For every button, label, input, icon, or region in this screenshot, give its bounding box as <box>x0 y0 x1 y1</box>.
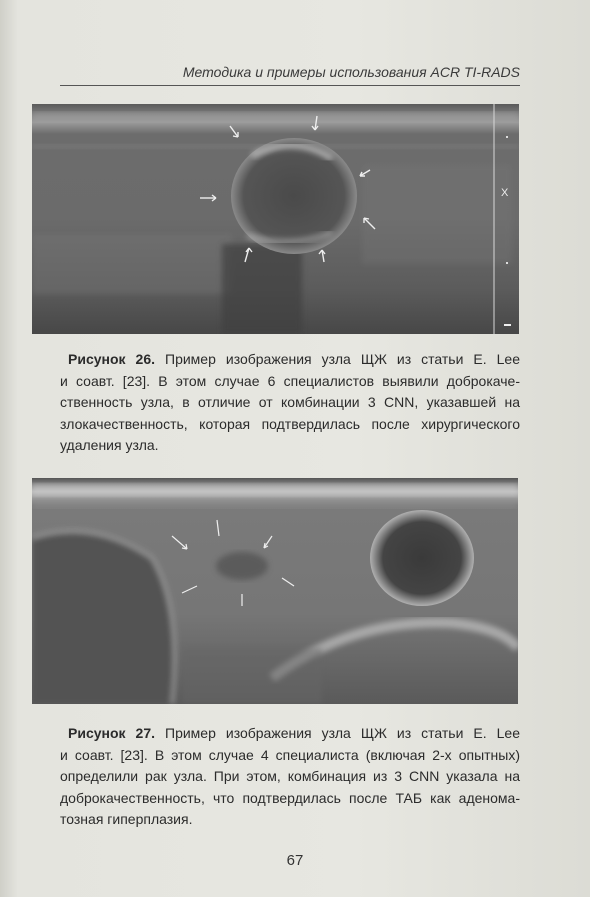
caption-line: Рисунок 26. Пример изображения узла ЩЖ из статьи E. Lee <box>68 351 520 367</box>
ultrasound-image-figure-26 <box>32 104 519 334</box>
caption-line: доброкачественность, что подтвердилась после ТАБ как аденома- <box>60 789 520 806</box>
caption-line: ственность узла, в отличие от комбинации 3 CNN, указавшей на <box>60 394 520 410</box>
figure-label: Рисунок 27. <box>68 725 155 741</box>
caption-line: злокачественность, которая подтвердилась после хирургического <box>60 415 520 432</box>
figure-27-caption <box>60 723 520 831</box>
ultrasound-image-figure-27 <box>32 478 518 704</box>
page-number: 67 <box>286 852 304 869</box>
caption-line: и соавт. [23]. В этом случае 6 специалистов выявили доброкаче- <box>60 372 520 389</box>
header-rule <box>60 85 520 86</box>
figure-label: Рисунок 26. <box>68 351 155 367</box>
scale-marker-label: X <box>501 187 509 199</box>
figure-26-caption <box>60 349 520 457</box>
caption-line: удаления узла. <box>60 437 159 453</box>
running-header: Методика и примеры использования ACR TI-RADS <box>182 64 520 80</box>
thyroid-nodule <box>216 552 268 580</box>
caption-line: тозная гиперплазия. <box>60 811 193 827</box>
carotid-artery <box>370 510 474 606</box>
caption-line: определили рак узла. При этом, комбинация из 3 CNN указала на <box>60 768 520 784</box>
caption-line: Рисунок 27. Пример изображения узла ЩЖ из статьи E. Lee <box>68 725 520 741</box>
bleed-through-text <box>150 40 480 52</box>
caption-line: и соавт. [23]. В этом случае 4 специалиста (включая 2-х опытных) <box>60 746 520 763</box>
